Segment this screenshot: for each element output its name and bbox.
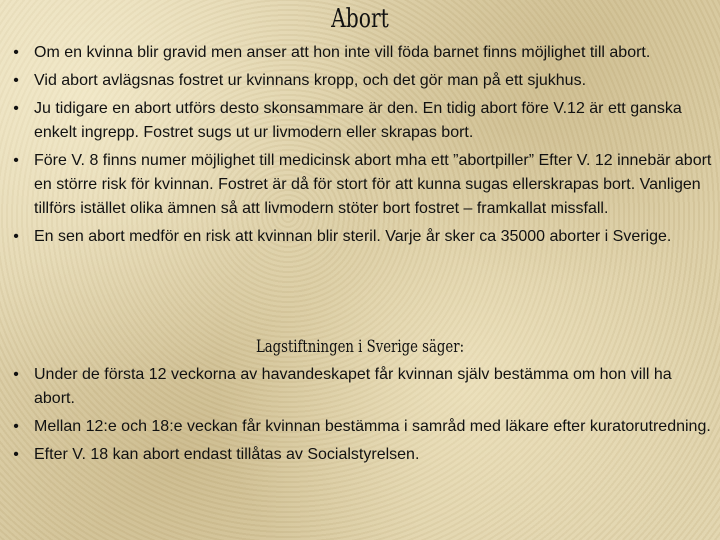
bullet-icon: •: [13, 446, 19, 463]
bullet-icon: •: [13, 72, 19, 89]
list-item: [0, 97, 720, 145]
bullet-icon: •: [13, 228, 19, 245]
list-item: [0, 443, 720, 467]
bullet-text: En sen abort medför en risk att kvinnan blir steril. Varje år sker ca 35000 aborter i Sverige.: [34, 228, 672, 245]
bullet-text: Efter V. 18 kan abort endast tillåtas av Socialstyrelsen.: [34, 446, 420, 463]
bullet-list-facts: [0, 41, 720, 253]
bullet-icon: •: [13, 44, 19, 61]
list-item: [0, 69, 720, 93]
bullet-icon: •: [13, 366, 19, 383]
bullet-text: Mellan 12:e och 18:e veckan får kvinnan bestämma i samråd med läkare efter kuratorutredning.: [34, 418, 711, 435]
bullet-text: Under de första 12 veckorna av havandeskapet får kvinnan själv bestämma om hon vill ha abort.: [34, 366, 672, 407]
bullet-icon: •: [13, 152, 19, 169]
list-item: [0, 41, 720, 65]
bullet-text: Vid abort avlägsnas fostret ur kvinnans kropp, och det gör man på ett sjukhus.: [34, 72, 587, 89]
list-item: [0, 363, 720, 411]
bullet-icon: •: [13, 418, 19, 435]
bullet-text: Om en kvinna blir gravid men anser att hon inte vill föda barnet finns möjlighet till abort.: [34, 44, 651, 61]
slide-title: Abort: [331, 4, 389, 34]
bullet-text: Före V. 8 finns numer möjlighet till medicinsk abort mha ett ”abortpiller” Efter V. 12 innebär abort en större risk för kvinnan. Fostret är då för stort för att kunna sugas ellerskrapas bort. Vanligen tillförs istället olika ämnen så att livmodern stöter bort fostret – framkallat missfall.: [34, 152, 712, 217]
list-item: [0, 225, 720, 249]
list-item: [0, 415, 720, 439]
bullet-icon: •: [13, 100, 19, 117]
list-item: [0, 149, 720, 221]
section-subtitle: Lagstiftningen i Sverige säger:: [255, 337, 465, 357]
bullet-list-law: [0, 363, 720, 471]
bullet-text: Ju tidigare en abort utförs desto skonsammare är den. En tidig abort före V.12 är ett ganska enkelt ingrepp. Fostret sugs ut ur livmodern eller skrapas bort.: [34, 100, 682, 141]
